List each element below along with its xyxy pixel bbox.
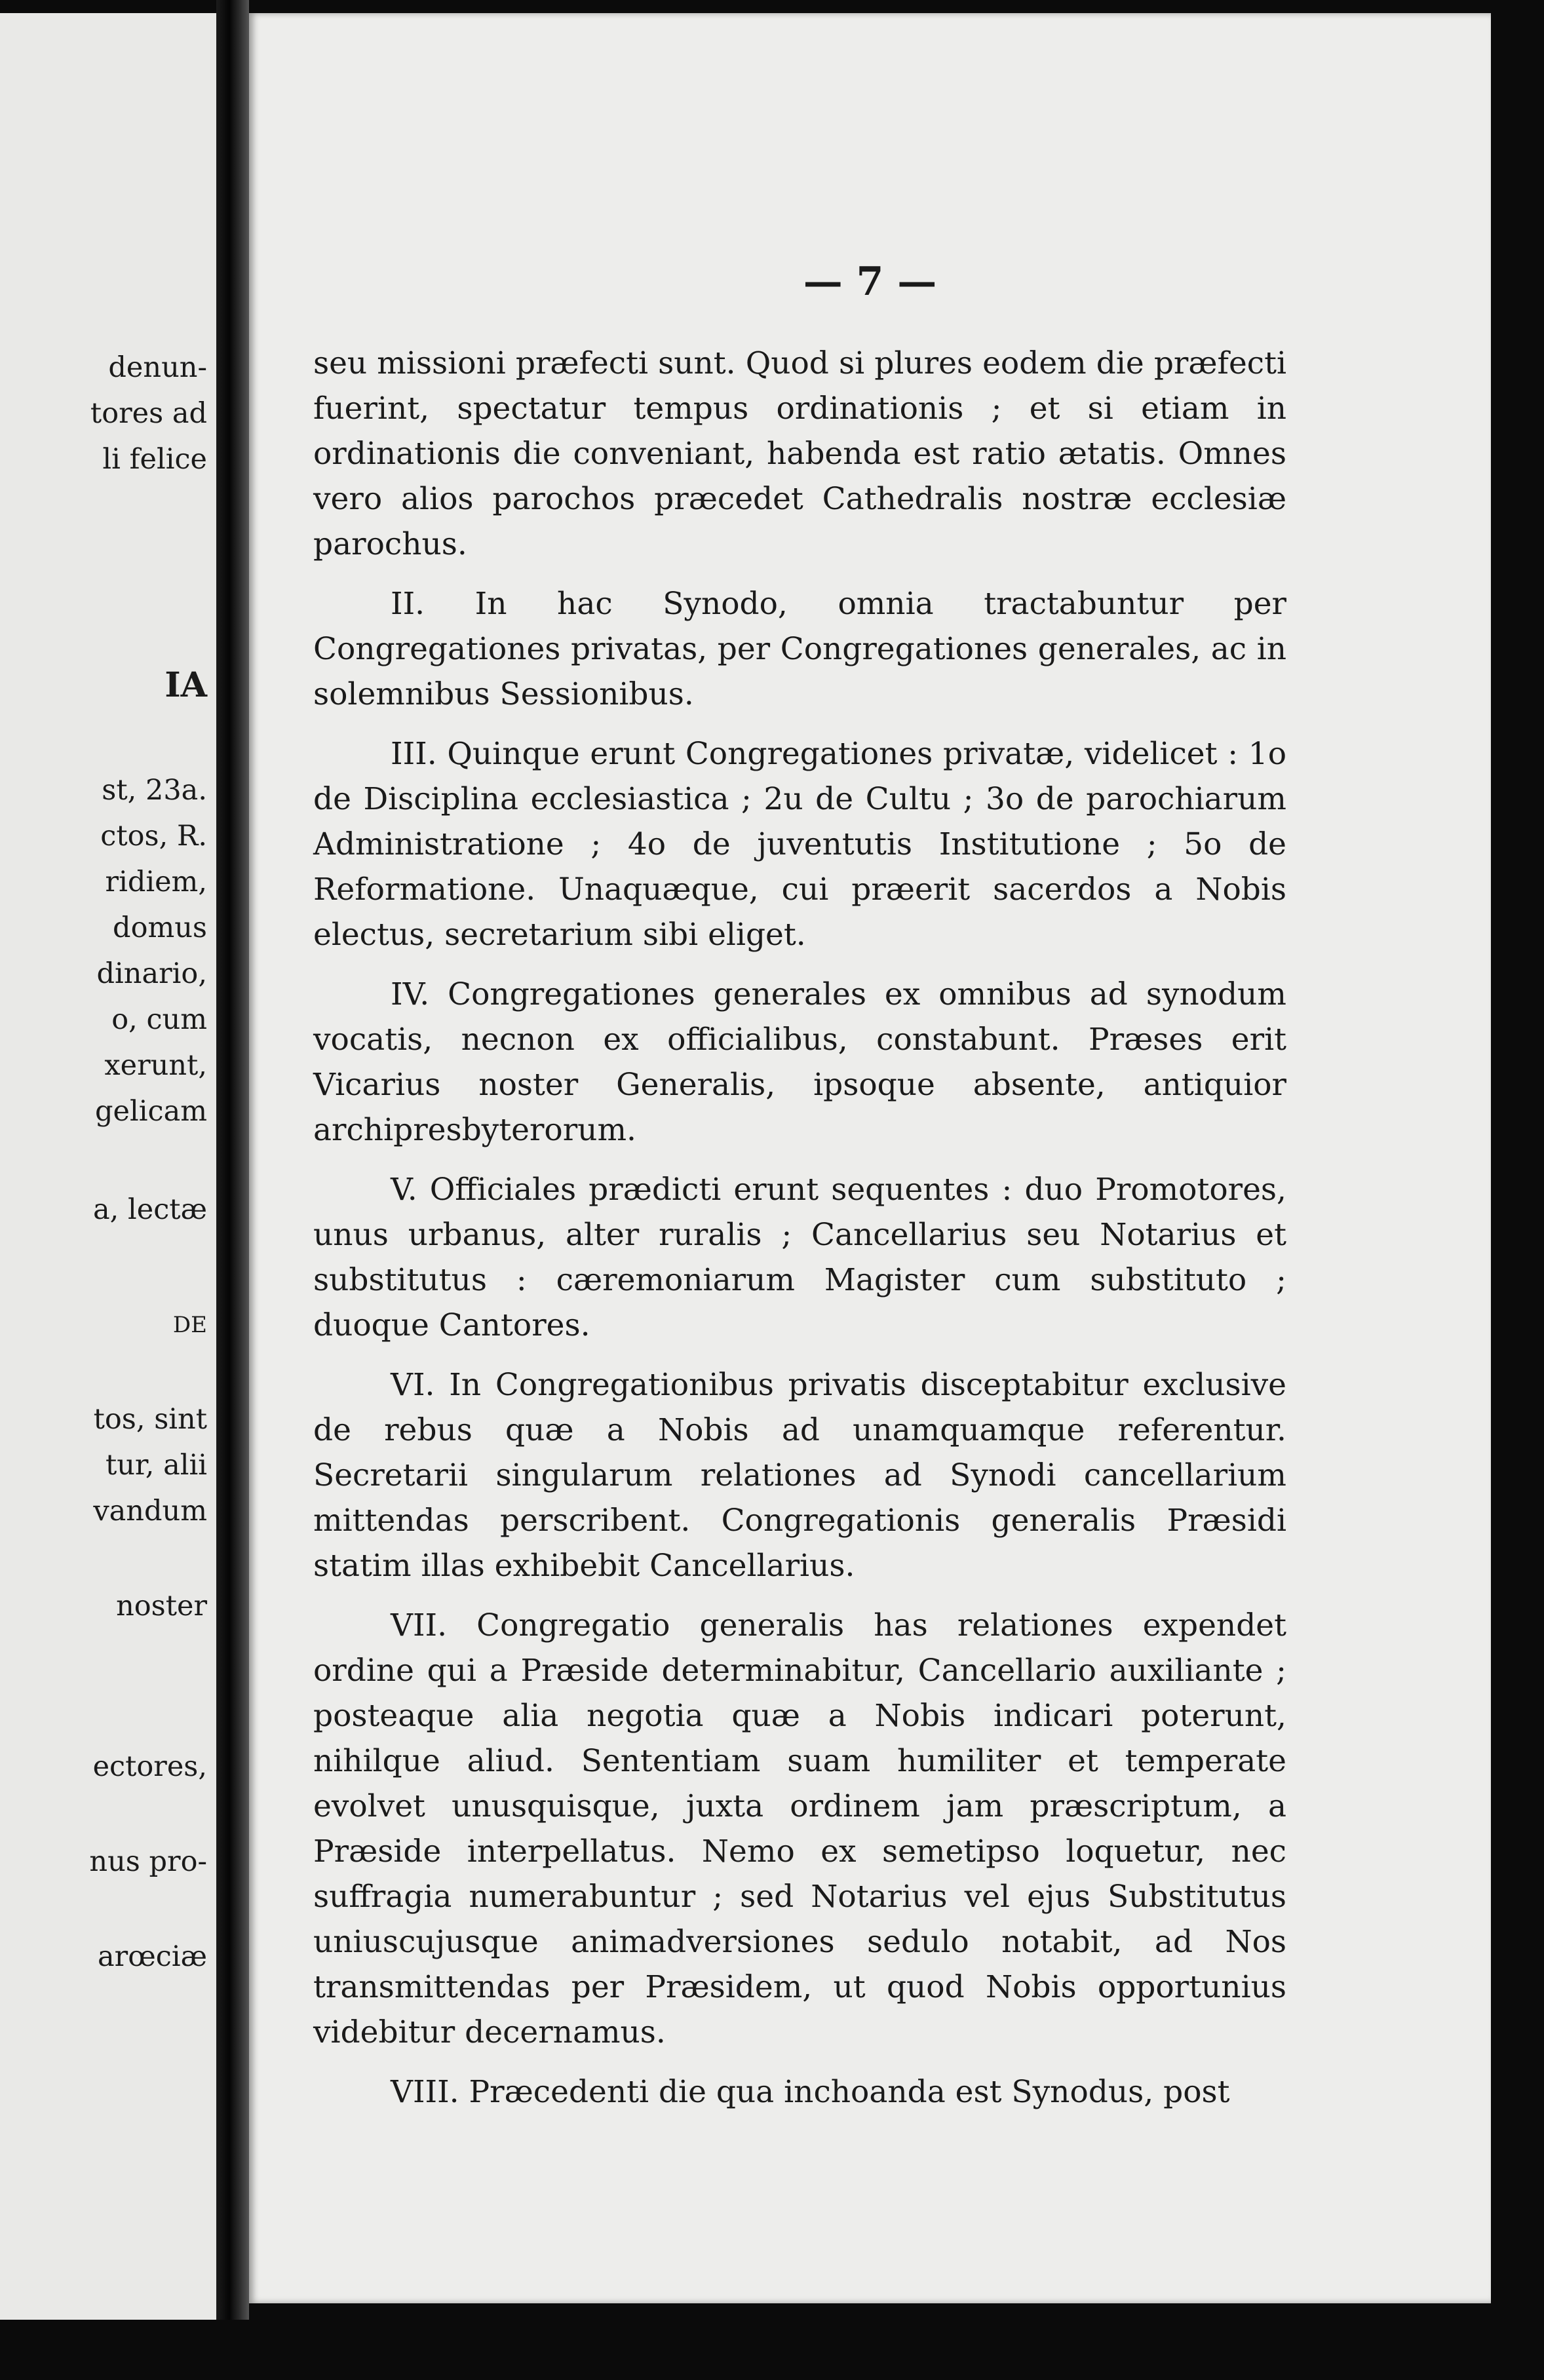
facing-line: noster	[116, 1590, 207, 1622]
facing-line: a, lectæ	[93, 1193, 207, 1226]
book-gutter	[216, 0, 249, 2380]
facing-line: IA	[164, 665, 207, 705]
page-number: — 7 —	[803, 259, 937, 305]
facing-line: tos, sint	[93, 1403, 207, 1436]
facing-line: ectores,	[92, 1750, 207, 1783]
facing-line: xerunt,	[104, 1049, 207, 1082]
facing-line: li felice	[102, 443, 207, 476]
facing-line: o, cum	[111, 1003, 207, 1036]
facing-line: DE	[172, 1312, 207, 1338]
scan-border-right	[1491, 0, 1544, 2380]
facing-line: ridiem,	[105, 866, 207, 898]
paragraph: VII. Congregatio generalis has relationes expendet ordine qui a Præside determinabitur, Cancellario auxiliante ; posteaque alia negotia quæ a Nobis indicari poterunt, nihilque aliud. Sententiam suam humiliter et temperate evolvet unusquisque, juxta ordinem jam præscriptum, a Præside interpellatus. Nemo ex semetipso loquetur, nec suffragia numerabuntur ; sed Notarius vel ejus Substitutus uniuscujusque animadversiones sedulo notabit, ad Nos transmittendas per Præsidem, ut quod Nobis opportunius videbitur decernamus.	[313, 1607, 1286, 2050]
paragraph: VIII. Præcedenti die qua inchoanda est Synodus, post	[391, 2074, 1230, 2110]
facing-line: st, 23a.	[102, 774, 207, 807]
paragraph: II. In hac Synodo, omnia tractabuntur per Congregationes privatas, per Congregationes generales, ac in solemnibus Sessionibus.	[313, 586, 1286, 712]
facing-line: arœciæ	[98, 1940, 207, 1973]
paragraph: IV. Congregationes generales ex omnibus ad synodum vocatis, necnon ex officialibus, constabunt. Præses erit Vicarius noster Generalis, ipsoque absente, antiquior archipresbyterorum.	[313, 976, 1286, 1148]
facing-line: tores ad	[90, 397, 207, 430]
body-text	[313, 341, 1286, 2115]
facing-line: ctos, R.	[100, 820, 207, 853]
paragraph: III. Quinque erunt Congregationes privatæ, videlicet : 1o de Disciplina ecclesiastica ; 2u de Cultu ; 3o de parochiarum Administratione ; 4o de juventutis Institutione ; 5o de Reformatione. Unaquæque, cui præerit sacerdos a Nobis electus, secretarium sibi eliget.	[313, 736, 1286, 953]
paragraph: seu missioni præfecti sunt. Quod si plures eodem die præfecti fuerint, spectatur tempus ordinationis ; et si etiam in ordinationis die conveniant, habenda est ratio ætatis. Omnes vero alios parochos præcedet Cathedralis nostræ ecclesiæ parochus.	[313, 345, 1286, 562]
facing-line: dinario,	[96, 957, 207, 990]
facing-line: gelicam	[95, 1095, 207, 1128]
facing-line: nus pro-	[89, 1845, 207, 1878]
facing-line: domus	[113, 912, 207, 944]
facing-page-fragment	[0, 13, 216, 2320]
paragraph: VI. In Congregationibus privatis disceptabitur exclusive de rebus quæ a Nobis ad unamquamque referentur. Secretarii singularum relationes ad Synodi cancellarium mittendas perscribent. Congregationis generalis Præsidi statim illas exhibebit Cancellarius.	[313, 1367, 1286, 1584]
facing-line: denun-	[108, 351, 207, 384]
scan-border-bottom	[0, 2320, 1544, 2380]
facing-line: vandum	[93, 1495, 207, 1527]
facing-line: tur, alii	[105, 1449, 207, 1482]
paragraph: V. Officiales prædicti erunt sequentes : duo Promotores, unus urbanus, alter ruralis ; Cancellarius seu Notarius et substitutus : cæremoniarum Magister cum substituto ; duoque Cantores.	[313, 1172, 1286, 1343]
